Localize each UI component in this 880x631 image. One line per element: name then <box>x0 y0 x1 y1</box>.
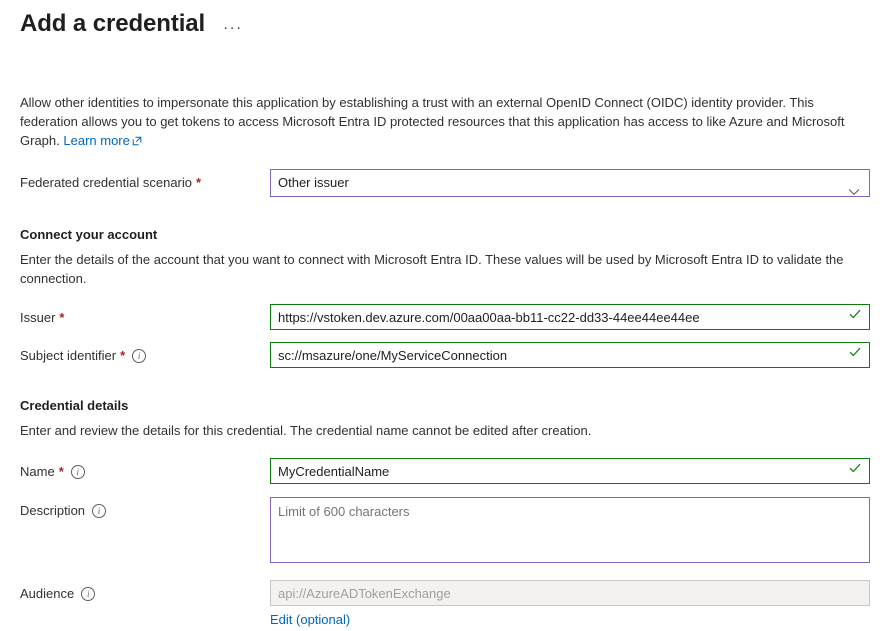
description-field <box>270 497 870 566</box>
audience-edit-link[interactable]: Edit (optional) <box>270 612 351 627</box>
scenario-select[interactable] <box>270 169 870 197</box>
scenario-label-wrap <box>20 169 270 194</box>
intro-text: Allow other identities to impersonate this application by establishing a trust with an external OpenID Connect (OIDC) identity provider. This federation allows you to get tokens to access Microsoft Entra ID protected resources that this application has access to like Azure and Microsoft Graph. <box>20 95 845 148</box>
subject-identifier-input[interactable] <box>270 342 870 368</box>
description-label-wrap <box>20 497 270 522</box>
scenario-label: Federated credential scenario <box>20 175 192 190</box>
subject-required-mark: * <box>120 348 126 363</box>
issuer-label: Issuer <box>20 310 56 325</box>
name-label: Name <box>20 464 55 479</box>
info-icon[interactable]: i <box>92 504 106 518</box>
credential-details-heading: Credential details <box>20 398 129 413</box>
subject-field <box>270 342 870 368</box>
external-link-icon <box>132 132 142 151</box>
info-icon[interactable]: i <box>81 587 95 601</box>
more-actions-icon[interactable]: ··· <box>223 19 243 36</box>
scenario-selected-value: Other issuer <box>278 175 349 190</box>
intro-paragraph <box>20 93 848 151</box>
issuer-label-wrap <box>20 304 270 329</box>
connect-account-heading: Connect your account <box>20 227 158 242</box>
audience-label: Audience <box>20 586 75 601</box>
scenario-required-mark: * <box>196 175 202 190</box>
info-icon[interactable]: i <box>132 349 146 363</box>
subject-label-wrap <box>20 342 270 367</box>
issuer-field <box>270 304 870 330</box>
audience-row <box>20 580 860 627</box>
scenario-row <box>20 169 860 197</box>
page-title: Add a credential <box>20 10 206 37</box>
credential-name-input[interactable] <box>270 458 870 484</box>
audience-field <box>270 580 870 627</box>
connect-account-description: Enter the details of the account that you want to connect with Microsoft Entra ID. These values will be used by Microsoft Entra ID to validate the connection. <box>20 252 844 286</box>
name-row <box>20 458 860 484</box>
learn-more-link[interactable] <box>63 133 141 148</box>
issuer-row <box>20 304 860 330</box>
info-icon[interactable]: i <box>71 465 85 479</box>
panel-header <box>20 0 860 44</box>
learn-more-label: Learn more <box>63 133 130 148</box>
name-label-wrap <box>20 458 270 483</box>
subject-row <box>20 342 860 368</box>
name-field <box>270 458 870 484</box>
scenario-field <box>270 169 870 197</box>
name-required-mark: * <box>58 464 64 479</box>
credential-description-input[interactable] <box>270 497 870 563</box>
credential-details-description: Enter and review the details for this credential. The credential name cannot be edited after creation. <box>20 423 592 438</box>
subject-label: Subject identifier <box>20 348 117 363</box>
issuer-input[interactable] <box>270 304 870 330</box>
issuer-required-mark: * <box>59 310 65 325</box>
audience-label-wrap <box>20 580 270 605</box>
audience-input <box>270 580 870 606</box>
description-label: Description <box>20 503 86 518</box>
chevron-down-icon <box>848 179 860 205</box>
description-row <box>20 497 860 566</box>
